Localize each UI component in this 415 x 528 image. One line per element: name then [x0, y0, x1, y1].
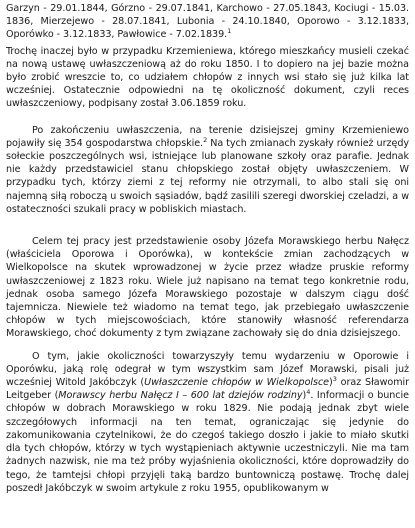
paragraph-text: ): [329, 377, 333, 389]
paragraph-text: O tym, jakie okoliczności towarzyszyły temu wydarzeniu w Oporowie i Oporówku, jaką rolę odegrał w tym wszystkim sam Józef Morawski, pisali już wcześniej Witold Jakóbczyk (: [6, 350, 409, 389]
paragraph-gospodarstwa: [6, 124, 409, 216]
paragraph-text: ): [302, 390, 307, 402]
paragraph-text: Trochę inaczej było w przypadku Krzemieniewa, którego mieszkańcy musieli czekać na nową ustawę uwłaszczeniową aż do roku 1850. I to dopiero na jej bazie można było zrobić wreszcie to, co udziałem chłopów z innych wsi stało się już kilka lat wcześniej. Ostatecznie odpowiedni na tę okoliczność dokument, czyli reces uwłaszczeniowy, podpisany został 3.06.1859 roku.: [6, 45, 409, 110]
book-title: Morawscy herbu Nałęcz I – 600 lat dziejów rodziny: [58, 390, 303, 402]
paragraph-text: Garzyn - 29.01.1844, Górzno - 29.07.1841, Karchowo - 27.05.1843, Kociugi - 15.03. 1836, Mierzejewo - 28.07.1841, Lubonia - 24.10.1840, Oporowo - 3.12.1833, Oporówko - 3.12.1833, Pawłowice - 7.02.1839.: [6, 3, 409, 41]
paragraph-o-tym: [6, 350, 409, 495]
paragraph-dates-list: [6, 2, 409, 42]
paragraph-text: . Informacji o buncie chłopów w dobrach Morawskiego w roku 1829. Nie podają jednak zbyt wiele szczegółowych informacji na ten temat, ograniczając się jedynie do zakomunikowania czytelnikowi, że do czegoś takiego doszło i jakie to miało skutki dla tych chłopów, którzy w tych wystąpieniach aktywnie uczestniczyli. Nie ma tam żadnych nazwisk, nie ma też próby wyjaśnienia okoliczności, które doprowadziły do tego, że tamtejsi chłopi przyjęli taką bardzo buntowniczą postawę. Trochę dalej poszedł Jakóbczyk w swoim artykule z roku 1955, opublikowanym w: [6, 390, 409, 494]
paragraph-text: Celem tej pracy jest przedstawienie osoby Józefa Morawskiego herbu Nałęcz (właściciela Oporowa i Oporówka), w kontekście zmian zachodzących w Wielkopolsce na skutek wprowadzonej w życie przez władze pruskie reformy uwłaszczeniowej z 1823 roku. Wiele już napisano na temat tego konkretnie rodu, jednak osoba samego Józefa Morawskiego pozostaje w dalszym ciągu dość tajemnicza. Niewiele też wiadomo na temat tego, jak przebiegało uwłaszczenie chłopów w tych miejscowościach, które stanowiły własność referendarza Morawskiego, choć dokumenty z tym związane zachowały się do dnia dzisiejszego.: [6, 236, 409, 340]
footnote-ref: 1: [227, 27, 232, 36]
footnote-ref: 2: [203, 135, 208, 144]
paragraph-text: oraz Sławomir Leitgeber (: [6, 377, 409, 402]
paragraph-text: Po zakończeniu uwłaszczenia, na terenie dzisiejszej gminy Krzemieniewo pojawiły się 354 gospodarstwa chłopskie.: [6, 124, 409, 149]
book-title: Uwłaszczenie chłopów w Wielkopolsce: [144, 377, 330, 389]
footnote-ref: 4: [306, 388, 311, 397]
paragraph-text: Na tych zmianach zyskały również urzędy sołeckie poszczególnych wsi, istniejące lub planowane szkoły oraz parafie. Jednak nie każdy przedstawiciel stanu chłopskiego został objęty uwłaszczeniem. W przypadku tych, którzy ziemi z tej reformy nie otrzymali, to albo stali się oni najemną siłą roboczą u swoich sąsiadów, bądź zasilili szeregi dworskiej czeladzi, a w ostateczności szukali pracy w pobliskich miastach.: [6, 137, 409, 215]
footnote-ref: 3: [332, 374, 337, 383]
paragraph-krzemieniewo: [6, 45, 409, 111]
paragraph-celem: [6, 235, 409, 341]
